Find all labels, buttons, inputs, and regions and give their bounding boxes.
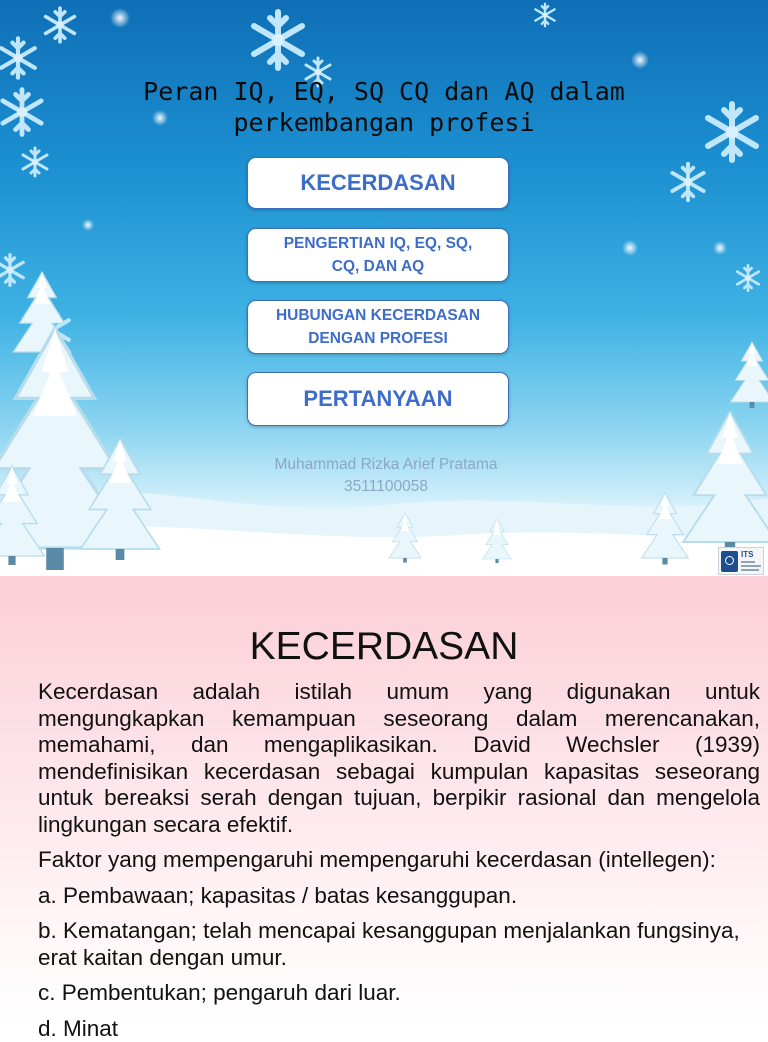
its-logo <box>718 547 764 575</box>
snowflake-icon <box>3 90 41 135</box>
factors-intro: Faktor yang mempengaruhi mempengaruhi kecerdasan (intellegen): <box>38 847 760 874</box>
hubungan-button-label-line2: DENGAN PROFESI <box>276 327 480 350</box>
light-glow <box>82 219 94 231</box>
logo-divider <box>741 565 761 567</box>
snowflake-icon <box>254 12 302 68</box>
logo-divider <box>741 561 755 563</box>
snowflake-icon <box>23 148 47 176</box>
kecerdasan-button-label: KECERDASAN <box>300 170 455 196</box>
snowflake-icon <box>1 38 35 77</box>
factor-item: b. Kematangan; telah mencapai kesanggupan menjalankan fungsinya, erat kaitan dengan umur. <box>38 918 760 971</box>
factor-item: c. Pembentukan; pengaruh dari luar. <box>38 980 760 1007</box>
pengertian-button-label-line2: CQ, DAN AQ <box>284 255 473 278</box>
definition-paragraph: Kecerdasan adalah istilah umum yang digunakan untuk mengungkapkan kemampuan seseorang dalam merencanakan, memahami, dan mengaplikasikan. David Wechsler (1939) mendefinisikan kecerdasan sebagai kumpulan kapasitas seseorang untuk bereaksi serah dengan tujuan, berpikir rasional dan mengelola lingkungan secara efektif. <box>38 679 760 838</box>
slide-title-line1: Peran IQ, EQ, SQ CQ dan AQ dalam <box>60 76 708 107</box>
snowflake-icon <box>708 104 756 160</box>
logo-divider <box>741 569 759 571</box>
kecerdasan-button[interactable] <box>247 157 509 209</box>
factor-item: a. Pembawaan; kapasitas / batas kesanggupan. <box>38 883 760 910</box>
hubungan-button-label-line1: HUBUNGAN KECERDASAN <box>276 304 480 327</box>
hubungan-button[interactable] <box>247 300 509 354</box>
author-name: Muhammad Rizka Arief Pratama <box>200 454 572 476</box>
pertanyaan-button-label: PERTANYAAN <box>303 386 452 412</box>
snowflake-icon <box>0 255 23 286</box>
factor-item: d. Minat <box>38 1016 760 1042</box>
snow-tree <box>730 342 768 408</box>
light-glow <box>110 8 130 28</box>
content-slide-title: KECERDASAN <box>0 625 768 669</box>
pertanyaan-button[interactable] <box>247 372 509 426</box>
light-glow <box>622 240 638 256</box>
author-id: 3511100058 <box>200 476 572 498</box>
snowflake-icon <box>672 164 703 200</box>
its-emblem-icon <box>721 551 738 572</box>
slide-title <box>60 76 708 138</box>
snowflake-icon <box>737 265 759 290</box>
snowflake-icon <box>46 8 75 42</box>
snow-tree <box>683 412 768 555</box>
light-glow <box>631 51 649 69</box>
content-slide-body <box>38 679 760 1042</box>
content-slide <box>0 576 768 1024</box>
pengertian-button[interactable] <box>247 228 509 282</box>
its-logo-text: ITS <box>741 550 753 559</box>
author-info <box>200 454 572 498</box>
snowflake-icon <box>535 4 554 26</box>
pengertian-button-label-line1: PENGERTIAN IQ, EQ, SQ, <box>284 232 473 255</box>
light-glow <box>713 241 727 255</box>
slide-title-line2: perkembangan profesi <box>60 107 708 138</box>
